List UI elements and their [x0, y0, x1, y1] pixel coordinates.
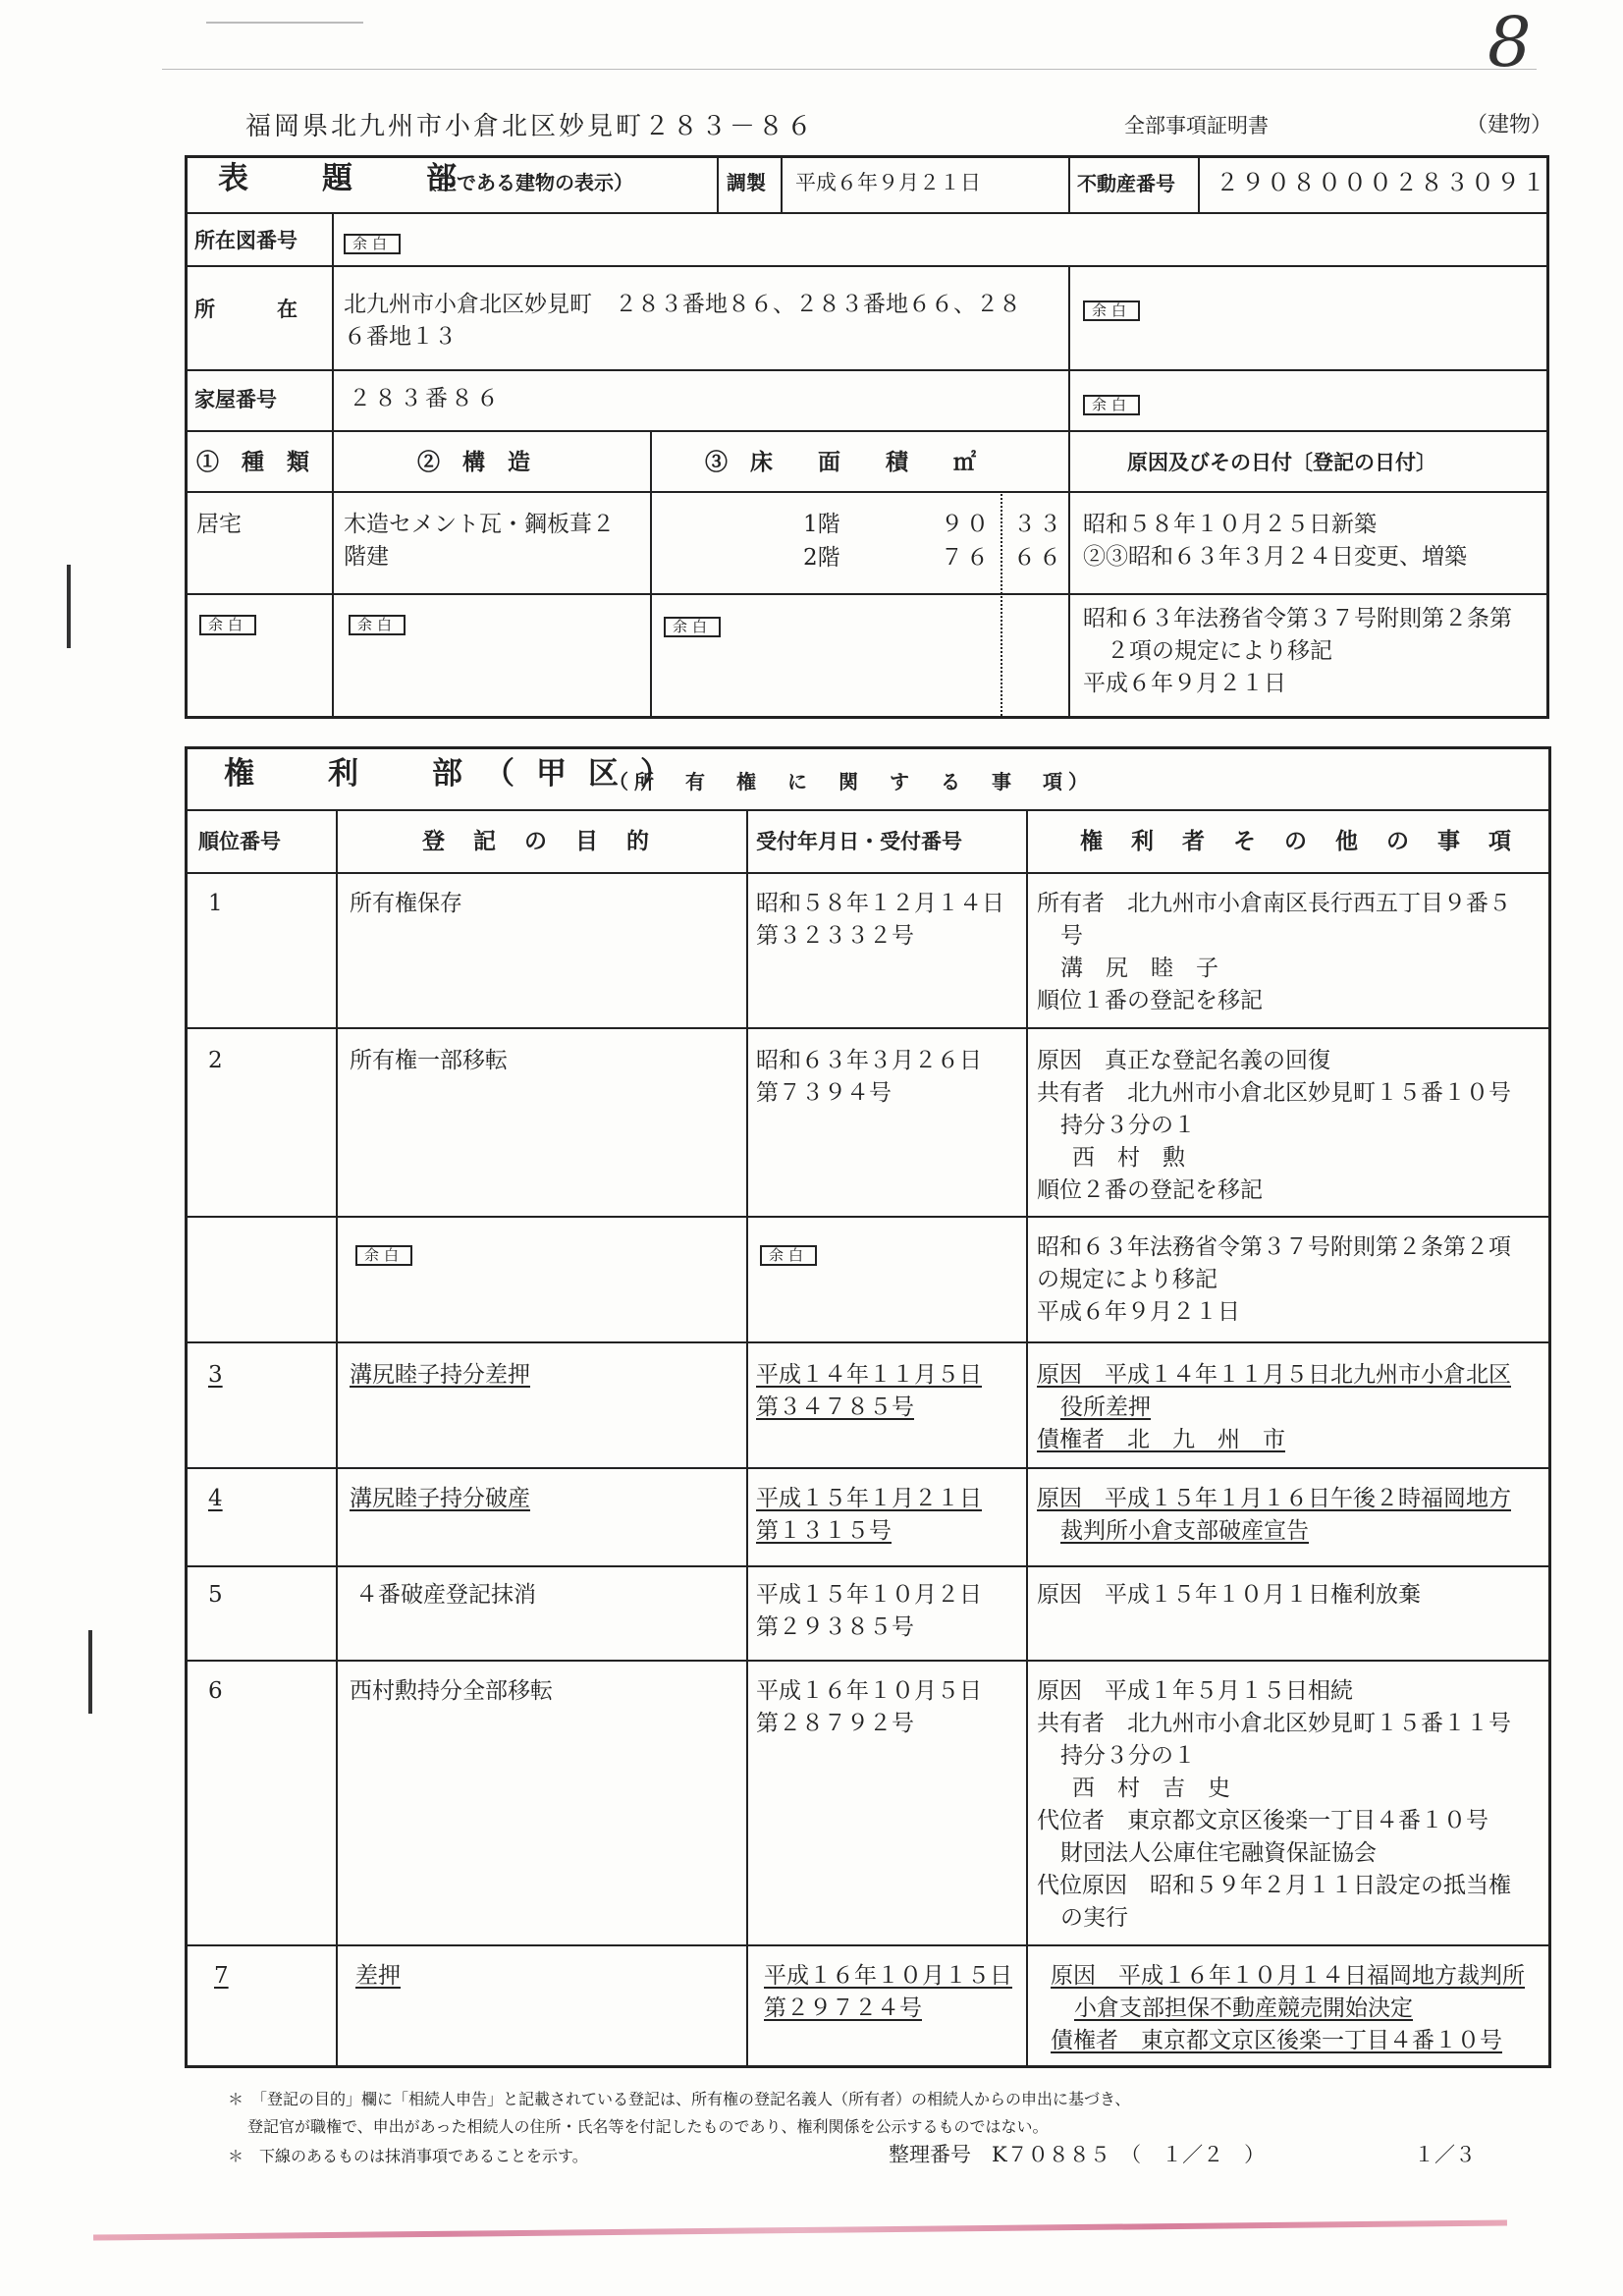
- scan-artifact: [162, 69, 1537, 70]
- col-genin: 原因及びその日付〔登記の日付〕: [1127, 450, 1436, 474]
- row-details: 所有者 北九州市小倉南区長行西五丁目９番５ 号 溝 尻 睦 子 順位１番の登記を移記: [1037, 891, 1511, 1013]
- rule: [185, 491, 1549, 493]
- row-purpose: ４番破産登記抹消: [355, 1582, 536, 1608]
- fudosan-number: ２９０８０００２８３０９１: [1216, 169, 1547, 196]
- yohaku-stamp: 余白: [664, 609, 721, 641]
- row-number: 7: [214, 1963, 229, 1989]
- shozaizu-label: 所在図番号: [194, 228, 298, 252]
- col-uketsuke: 受付年月日・受付番号: [756, 829, 962, 853]
- rule: [650, 430, 652, 719]
- shozai-value: 北九州市小倉北区妙見町 ２８３番地８６、２８３番地６６、２８ ６番地１３: [344, 292, 1021, 350]
- page-number: １／３: [1414, 2143, 1476, 2166]
- row-number: 6: [208, 1678, 223, 1704]
- row-receipt: 平成１４年１１月５日 第３４７８５号: [756, 1362, 982, 1420]
- floor2-label: 2階: [803, 545, 840, 571]
- rule: [185, 369, 1549, 371]
- row-receipt: 平成１５年１月２１日 第１３１５号: [756, 1486, 982, 1544]
- property-kind: （建物）: [1466, 113, 1553, 137]
- row-purpose: 所有権一部移転: [350, 1048, 508, 1073]
- handwritten-mark: 8: [1488, 2, 1532, 82]
- genin-value: 昭和５８年１０月２５日新築 ②③昭和６３年３月２４日変更、増築: [1083, 512, 1467, 570]
- row-details: 原因 平成１年５月１５日相続 共有者 北九州市小倉北区妙見町１５番１１号 持分３分の１ 西 村 吉 史 代位者 東京都文京区後楽一丁目４番１０号 財団法人公庫住宅融資保証協会 代位原因 昭和５９年２月１１日設定の抵当権 の実行: [1037, 1678, 1511, 1931]
- rule: [185, 809, 1551, 811]
- yohaku-stamp: 余白: [199, 607, 256, 639]
- floor2-int: ７６: [941, 545, 992, 571]
- yohaku-stamp: 余白: [349, 607, 406, 639]
- rule: [1198, 155, 1200, 212]
- rule: [781, 155, 783, 212]
- row-details: 原因 平成１５年１０月１日権利放棄: [1037, 1582, 1421, 1608]
- row-number: 3: [208, 1362, 223, 1388]
- col-yuka: ③ 床 面 積 ㎡: [705, 449, 976, 475]
- rule: [185, 265, 1549, 267]
- kenri-subtitle: （所 有 権 に 関 す る 事 項）: [609, 770, 1094, 793]
- col-kozo: ② 構 造: [417, 449, 530, 475]
- yohaku-stamp: 余白: [344, 226, 401, 258]
- rule: [1026, 809, 1028, 2068]
- rule: [1001, 491, 1002, 719]
- row-details: 原因 真正な登記名義の回復 共有者 北九州市小倉北区妙見町１５番１０号 持分３分の１ 西 村 勲 順位２番の登記を移記: [1037, 1048, 1511, 1203]
- rule: [185, 212, 1549, 214]
- rule: [185, 1467, 1551, 1469]
- col-shurui: ① 種 類: [196, 449, 309, 475]
- floor2-dec: ６６: [1013, 545, 1064, 571]
- rule: [185, 1944, 1551, 1946]
- footer-note-2: ＊ 下線のあるものは抹消事項であることを示す。: [228, 2147, 588, 2165]
- yohaku-stamp: 余白: [1083, 387, 1140, 419]
- property-address: 福岡県北九州市小倉北区妙見町２８３－８６: [245, 112, 816, 141]
- scan-artifact: [206, 22, 363, 24]
- rule: [185, 872, 1551, 874]
- rule: [185, 593, 1549, 595]
- row-receipt: 平成１６年１０月５日 第２８７９２号: [756, 1678, 982, 1736]
- chosei-label: 調製: [727, 171, 766, 194]
- rule: [185, 1027, 1551, 1029]
- kaoku-label: 家屋番号: [194, 387, 277, 411]
- row-receipt: 平成１６年１０月１５日 第２９７２４号: [764, 1963, 1012, 2021]
- row-purpose: 溝尻睦子持分破産: [350, 1486, 530, 1511]
- rule: [185, 1565, 1551, 1567]
- rule: [185, 1216, 1551, 1218]
- row-number: 4: [208, 1486, 223, 1511]
- rule: [746, 809, 748, 2068]
- hyodai-title: 表 題 部: [218, 161, 478, 196]
- row-purpose: 所有権保存: [350, 891, 462, 916]
- fudosan-label: 不動産番号: [1077, 172, 1175, 195]
- rule: [185, 430, 1549, 432]
- row-purpose: 西村勲持分全部移転: [350, 1678, 553, 1704]
- floor1-int: ９０: [941, 512, 992, 537]
- floor1-dec: ３３: [1013, 512, 1064, 537]
- col-junni: 順位番号: [198, 829, 281, 853]
- shurui-value: 居宅: [196, 512, 242, 537]
- col-kenrisha: 権 利 者 そ の 他 の 事 項: [1080, 828, 1514, 854]
- scan-artifact: [93, 2219, 1507, 2240]
- row-details: 原因 平成１６年１０月１４日福岡地方裁判所 小倉支部担保不動産競売開始決定 債権者 東京都文京区後楽一丁目４番１０号: [1051, 1963, 1525, 2053]
- margin-mark: [67, 565, 71, 648]
- genin-value-2: 昭和６３年法務省令第３７号附則第２条第 ２項の規定により移記 平成６年９月２１日: [1083, 606, 1512, 696]
- floor1-label: 1階: [803, 512, 840, 537]
- seiri-number: 整理番号 K７０８８５ （ １／２ ）: [889, 2143, 1266, 2166]
- shozai-label: 所 在: [194, 297, 298, 321]
- row-purpose: 溝尻睦子持分差押: [350, 1362, 530, 1388]
- chosei-date: 平成６年９月２１日: [795, 171, 981, 194]
- hyodai-subtitle: （主である建物の表示）: [417, 171, 633, 194]
- footer-note-1: ＊ 「登記の目的」欄に「相続人申告」と記載されている登記は、所有権の登記名義人（所有者）の相続人からの申出に基づき、: [228, 2090, 1131, 2108]
- yohaku-stamp: 余白: [760, 1237, 817, 1270]
- rule: [336, 809, 338, 2068]
- rule: [185, 1660, 1551, 1662]
- col-mokuteki: 登 記 の 目 的: [422, 828, 652, 854]
- rule: [1068, 155, 1070, 212]
- row-details: 原因 平成１５年１月１６日午後２時福岡地方 裁判所小倉支部破産宣告: [1037, 1486, 1511, 1544]
- kozo-value: 木造セメント瓦・鋼板葺２ 階建: [344, 512, 615, 570]
- rule: [332, 430, 334, 719]
- row-purpose: 差押: [355, 1963, 401, 1989]
- row-receipt: 平成１５年１０月２日 第２９３８５号: [756, 1582, 982, 1640]
- rule: [1068, 265, 1070, 719]
- rule: [717, 155, 719, 212]
- row-receipt: 昭和５８年１２月１４日 第３２３３２号: [756, 891, 1004, 949]
- rule: [185, 1341, 1551, 1343]
- footer-note-1b: 登記官が職権で、申出があった相続人の住所・氏名等を付記したものであり、権利関係を公示するものではない。: [247, 2117, 1049, 2136]
- row-number: 1: [208, 891, 223, 916]
- row-number: 5: [208, 1582, 223, 1608]
- kenri-title: 権 利 部（甲区）: [224, 756, 692, 792]
- row-receipt: 昭和６３年３月２６日 第７３９４号: [756, 1048, 982, 1106]
- row-details: 昭和６３年法務省令第３７号附則第２条第２項 の規定により移記 平成６年９月２１日: [1037, 1234, 1511, 1325]
- certificate-title: 全部事項証明書: [1124, 114, 1269, 137]
- row-number: 2: [208, 1048, 223, 1073]
- row-details: 原因 平成１４年１１月５日北九州市小倉北区 役所差押 債権者 北 九 州 市: [1037, 1362, 1511, 1452]
- yohaku-stamp: 余白: [1083, 293, 1140, 325]
- kaoku-value: ２８３番８６: [349, 386, 502, 411]
- yohaku-stamp: 余白: [355, 1237, 412, 1270]
- margin-mark: [88, 1630, 92, 1714]
